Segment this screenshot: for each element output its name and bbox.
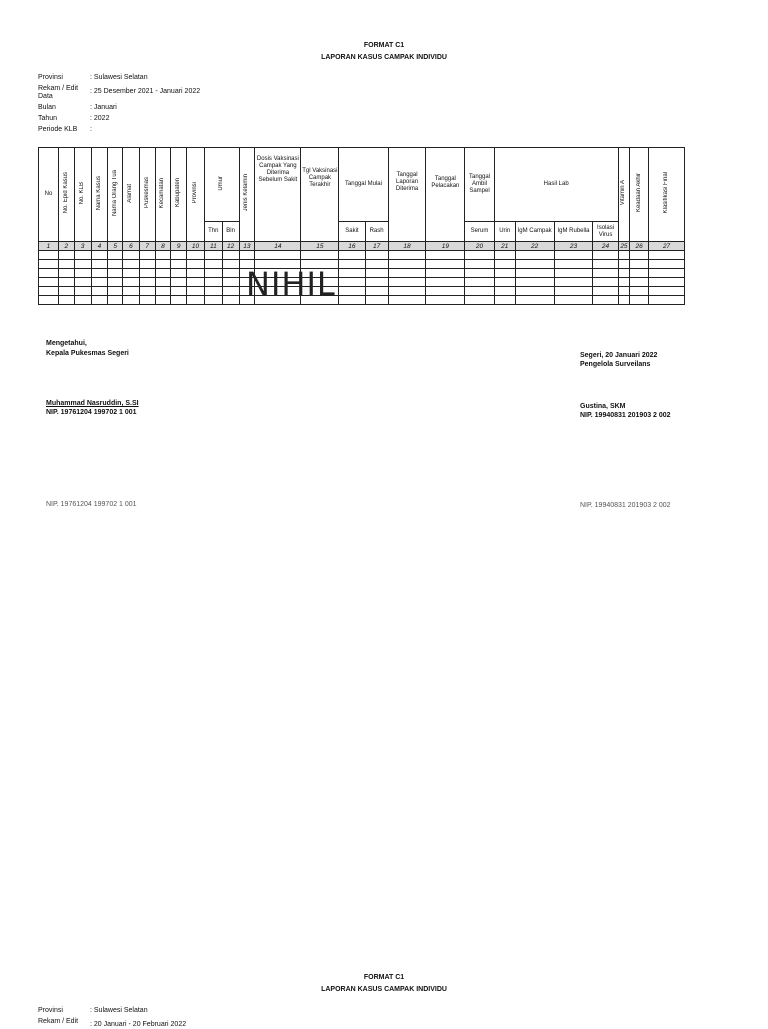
- report-meta: [38, 74, 338, 134]
- table-cell: [58, 269, 74, 278]
- column-number-cell: 22: [515, 242, 554, 251]
- page2-format-label: FORMAT C1: [363, 974, 405, 981]
- table-cell: [123, 251, 140, 260]
- sub-sakit: Sakit: [339, 222, 365, 242]
- table-cell: [222, 269, 239, 278]
- page2-meta-key-rekam: Rekam / Edit: [38, 1018, 79, 1025]
- column-number-cell: 15: [301, 242, 339, 251]
- header-keadaan: [630, 148, 649, 242]
- page2-report-title: LAPORAN KASUS CAMPAK INDIVIDU: [321, 986, 447, 993]
- table-cell: [388, 260, 426, 269]
- header-umur-label: Umur: [218, 175, 225, 191]
- table-cell: [187, 260, 205, 269]
- nihil-stamp: NIHIL: [246, 265, 336, 303]
- ghost-nip-left: [46, 501, 137, 509]
- table-cell: [465, 260, 494, 269]
- column-number-cell: 5: [108, 242, 123, 251]
- column-number-cell: 16: [339, 242, 365, 251]
- header-hasil-lab: [494, 148, 618, 222]
- table-cell: [649, 269, 685, 278]
- sub-bln: Bln: [222, 222, 239, 242]
- sub-rash: Rash: [365, 222, 388, 242]
- sub-igm-rubella: IgM Rubella: [554, 222, 593, 242]
- table-cell: [58, 287, 74, 296]
- table-cell: [58, 260, 74, 269]
- table-cell: [515, 251, 554, 260]
- right-sig-line2: Pengelola Surveilans: [580, 361, 651, 368]
- column-number-cell: 10: [187, 242, 205, 251]
- column-number-cell: 13: [239, 242, 255, 251]
- table-cell: [554, 260, 593, 269]
- ghost-nip-right-text: NIP. 19940831 201903 2 002: [580, 502, 671, 509]
- meta-value-provinsi: : Sulawesi Selatan: [90, 74, 148, 81]
- header-tgl-pelacakan-label: Tanggal Pelacakan: [431, 176, 460, 189]
- table-cell: [58, 251, 74, 260]
- header-puskesmas: [139, 148, 155, 242]
- column-number-cell: 23: [554, 242, 593, 251]
- sub-isolasi: Isolasi Virus: [593, 222, 618, 242]
- column-number-cell: 17: [365, 242, 388, 251]
- table-cell: [593, 287, 618, 296]
- header-alamat: [123, 148, 140, 242]
- meta-key-provinsi: Provinsi: [38, 74, 63, 81]
- table-cell: [465, 287, 494, 296]
- table-cell: [515, 287, 554, 296]
- table-cell: [187, 269, 205, 278]
- data-rows: [39, 251, 685, 305]
- table-cell: [123, 287, 140, 296]
- table-cell: [339, 260, 365, 269]
- table-cell: [593, 269, 618, 278]
- table-cell: [426, 269, 465, 278]
- table-cell: [593, 260, 618, 269]
- table-cell: [155, 251, 171, 260]
- table-cell: [204, 260, 222, 269]
- table-cell: [630, 287, 649, 296]
- header-jk-label: Jenis Kelamin: [243, 174, 250, 212]
- header-provinsi-label: Provinsi: [191, 182, 198, 204]
- table-cell: [515, 296, 554, 305]
- column-number-cell: 27: [649, 242, 685, 251]
- table-cell: [74, 251, 91, 260]
- column-number-cell: 6: [123, 242, 140, 251]
- table-cell: [554, 269, 593, 278]
- table-cell: [108, 278, 123, 287]
- table-cell: [426, 287, 465, 296]
- table-cell: [630, 269, 649, 278]
- table-cell: [222, 287, 239, 296]
- table-cell: [494, 269, 515, 278]
- table-cell: [204, 251, 222, 260]
- table-cell: [465, 296, 494, 305]
- header-klb-label: No. KLB: [79, 181, 86, 205]
- table-cell: [365, 278, 388, 287]
- table-cell: [39, 296, 59, 305]
- meta-value-rekam: : 25 Desember 2021 - Januari 2022: [90, 88, 201, 95]
- header-tgl-ambil-label: Tanggal Ambil Sampel: [469, 174, 491, 194]
- column-number-cell: 25: [618, 242, 630, 251]
- table-cell: [155, 296, 171, 305]
- table-cell: [426, 260, 465, 269]
- meta-key-tahun: Tahun: [38, 115, 58, 122]
- table-cell: [139, 287, 155, 296]
- table-row: [39, 251, 685, 260]
- column-number-cell: 26: [630, 242, 649, 251]
- page2-meta-value-rekam: : 20 Januari - 20 Februari 2022: [90, 1021, 187, 1028]
- table-cell: [222, 260, 239, 269]
- table-cell: [649, 287, 685, 296]
- meta-value-tahun: : 2022: [90, 115, 110, 122]
- header-no: [39, 148, 59, 242]
- header-tgl-mulai-label: Tanggal Mulai: [344, 181, 382, 187]
- table-cell: [204, 287, 222, 296]
- table-cell: [301, 251, 339, 260]
- sub-serum: Serum: [465, 222, 494, 242]
- table-cell: [426, 296, 465, 305]
- column-number-cell: 8: [155, 242, 171, 251]
- header-vitamin-a-label: Vitamin A: [620, 180, 627, 206]
- table-cell: [171, 287, 187, 296]
- header-tgl-mulai: [339, 148, 388, 222]
- table-cell: [554, 278, 593, 287]
- table-cell: [339, 296, 365, 305]
- left-sig-line2: Kepala Pukesmas Segeri: [46, 350, 129, 357]
- table-row: [39, 278, 685, 287]
- report-title: LAPORAN KASUS CAMPAK INDIVIDU: [321, 54, 447, 61]
- table-cell: [465, 269, 494, 278]
- table-cell: [139, 278, 155, 287]
- table-cell: [108, 260, 123, 269]
- sub-igm-campak: IgM Campak: [515, 222, 554, 242]
- header-klb: [74, 148, 91, 242]
- table-cell: [255, 251, 301, 260]
- table-cell: [39, 269, 59, 278]
- meta-key-rekam: Rekam / Edit Data: [38, 85, 79, 100]
- table-cell: [618, 269, 630, 278]
- table-cell: [554, 251, 593, 260]
- table-cell: [91, 269, 108, 278]
- table-cell: [204, 278, 222, 287]
- meta-key-periode: Periode KLB: [38, 126, 78, 133]
- table-cell: [515, 269, 554, 278]
- table-cell: [649, 278, 685, 287]
- table-cell: [239, 251, 255, 260]
- table-cell: [139, 251, 155, 260]
- page2-meta-key-provinsi: Provinsi: [38, 1007, 63, 1014]
- table-cell: [108, 287, 123, 296]
- header-umur: [204, 148, 239, 222]
- header-no-label: No: [44, 191, 53, 197]
- table-cell: [91, 287, 108, 296]
- table-cell: [155, 260, 171, 269]
- table-cell: [171, 251, 187, 260]
- table-cell: [426, 251, 465, 260]
- header-ortu-label: Nama Orang Tua: [111, 169, 118, 217]
- table-cell: [139, 269, 155, 278]
- table-cell: [187, 251, 205, 260]
- table-cell: [91, 278, 108, 287]
- table-cell: [618, 287, 630, 296]
- header-tgl-laporan-label: Tanggal Laporan Diterima: [395, 172, 419, 192]
- page2-meta-value-provinsi: : Sulawesi Selatan: [90, 1007, 148, 1014]
- column-number-row: [39, 242, 685, 251]
- header-tgl-laporan: [388, 148, 426, 242]
- header-puskesmas-label: Puskesmas: [143, 177, 150, 209]
- header-alamat-label: Alamat: [127, 183, 134, 203]
- table-cell: [388, 251, 426, 260]
- column-number-cell: 3: [74, 242, 91, 251]
- table-cell: [123, 269, 140, 278]
- table-row: [39, 296, 685, 305]
- table-cell: [554, 287, 593, 296]
- table-cell: [649, 260, 685, 269]
- ghost-nip-left-text: NIP. 19761204 199702 1 001: [46, 501, 137, 508]
- column-number-cell: 11: [204, 242, 222, 251]
- table-cell: [339, 287, 365, 296]
- meta-value-periode: :: [90, 126, 92, 133]
- table-cell: [494, 251, 515, 260]
- table-cell: [388, 287, 426, 296]
- table-cell: [171, 296, 187, 305]
- header-kecamatan-label: Kecamatan: [159, 177, 166, 209]
- header-keadaan-label: Keadaan Akhir: [635, 173, 642, 213]
- table-cell: [339, 251, 365, 260]
- table-cell: [494, 296, 515, 305]
- table-cell: [593, 296, 618, 305]
- table-cell: [593, 278, 618, 287]
- table-cell: [365, 287, 388, 296]
- column-number-cell: 4: [91, 242, 108, 251]
- column-number-cell: 7: [139, 242, 155, 251]
- table-cell: [204, 296, 222, 305]
- header-epid: [58, 148, 74, 242]
- column-number-cell: 14: [255, 242, 301, 251]
- header-hasil-lab-label: Hasil Lab: [543, 181, 569, 187]
- table-cell: [91, 296, 108, 305]
- column-number-cell: 19: [426, 242, 465, 251]
- table-cell: [123, 260, 140, 269]
- table-row: [39, 287, 685, 296]
- column-number-cell: 18: [388, 242, 426, 251]
- table-cell: [339, 278, 365, 287]
- sub-urin: Urin: [494, 222, 515, 242]
- table-cell: [649, 251, 685, 260]
- table-cell: [426, 278, 465, 287]
- table-cell: [171, 278, 187, 287]
- table-cell: [39, 251, 59, 260]
- table-cell: [74, 296, 91, 305]
- header-row: [39, 148, 685, 222]
- header-klasifikasi-label: Klasifikasi Final: [663, 172, 670, 214]
- column-number-cell: 21: [494, 242, 515, 251]
- table-cell: [618, 278, 630, 287]
- table-cell: [108, 269, 123, 278]
- header-kabupaten: [171, 148, 187, 242]
- table-row: [39, 269, 685, 278]
- left-sig-line1: Mengetahui,: [46, 340, 87, 347]
- header-nama: [91, 148, 108, 242]
- table-cell: [515, 260, 554, 269]
- sub-thn: Thn: [204, 222, 222, 242]
- header-provinsi: [187, 148, 205, 242]
- table-cell: [630, 260, 649, 269]
- header-kecamatan: [155, 148, 171, 242]
- header-vitamin-a: [618, 148, 630, 242]
- table-cell: [74, 278, 91, 287]
- table-cell: [618, 251, 630, 260]
- table-cell: [222, 278, 239, 287]
- header-tgl-ambil: [465, 148, 494, 222]
- header-epid-label: No. Epid Kasus: [62, 172, 69, 214]
- table-cell: [630, 278, 649, 287]
- table-cell: [494, 260, 515, 269]
- table-cell: [108, 296, 123, 305]
- table-cell: [171, 269, 187, 278]
- page2-meta: [38, 1007, 338, 1028]
- table-cell: [388, 278, 426, 287]
- table-cell: [554, 296, 593, 305]
- table-cell: [388, 269, 426, 278]
- table-cell: [187, 278, 205, 287]
- header-klasifikasi: [649, 148, 685, 242]
- header-tgl-vaksinasi-label: Tgl Vaksinasi Campak Terakhir: [302, 168, 338, 188]
- header-tgl-vaksinasi: [301, 148, 339, 242]
- table-cell: [630, 296, 649, 305]
- column-number-cell: 1: [39, 242, 59, 251]
- table-cell: [139, 296, 155, 305]
- table-cell: [515, 278, 554, 287]
- header-jk: [239, 148, 255, 242]
- format-label: FORMAT C1: [363, 42, 405, 49]
- left-sig-name: Muhammad Nasruddin, S.SI: [46, 400, 139, 407]
- table-cell: [155, 278, 171, 287]
- ghost-nip-right: [580, 502, 671, 510]
- table-cell: [58, 278, 74, 287]
- column-number-cell: 9: [171, 242, 187, 251]
- header-tgl-pelacakan: [426, 148, 465, 242]
- table-cell: [388, 296, 426, 305]
- table-cell: [91, 251, 108, 260]
- column-number-cell: 20: [465, 242, 494, 251]
- column-number-cell: 24: [593, 242, 618, 251]
- right-sig-name: Gustina, SKM: [580, 403, 626, 410]
- table-cell: [123, 278, 140, 287]
- table-cell: [618, 296, 630, 305]
- column-number-cell: 2: [58, 242, 74, 251]
- left-sig-nip: NIP. 19761204 199702 1 001: [46, 409, 137, 416]
- table-cell: [155, 287, 171, 296]
- table-cell: [74, 287, 91, 296]
- header-kabupaten-label: Kabupaten: [175, 178, 182, 208]
- table-cell: [222, 296, 239, 305]
- table-cell: [39, 278, 59, 287]
- table-cell: [649, 296, 685, 305]
- header-dosis: [255, 148, 301, 242]
- table-cell: [365, 269, 388, 278]
- table-cell: [630, 251, 649, 260]
- table-cell: [74, 269, 91, 278]
- table-cell: [108, 251, 123, 260]
- header-dosis-label: Dosis Vaksinasi Campak Yang Diterima Sebelum Sakit: [256, 156, 299, 183]
- table-cell: [139, 260, 155, 269]
- table-cell: [339, 269, 365, 278]
- table-cell: [58, 296, 74, 305]
- case-table: [38, 147, 685, 305]
- right-sig-line1: Segeri, 20 Januari 2022: [580, 352, 658, 359]
- column-number-cell: 12: [222, 242, 239, 251]
- header-nama-label: Nama Kasus: [95, 175, 102, 211]
- table-cell: [39, 260, 59, 269]
- header-ortu: [108, 148, 123, 242]
- table-cell: [187, 296, 205, 305]
- table-cell: [91, 260, 108, 269]
- meta-key-bulan: Bulan: [38, 104, 56, 111]
- table-cell: [39, 287, 59, 296]
- table-cell: [593, 251, 618, 260]
- table-cell: [187, 287, 205, 296]
- table-cell: [494, 278, 515, 287]
- table-cell: [123, 296, 140, 305]
- table-cell: [365, 296, 388, 305]
- table-row: [39, 260, 685, 269]
- table-cell: [171, 260, 187, 269]
- table-cell: [365, 260, 388, 269]
- table-cell: [365, 251, 388, 260]
- table-cell: [155, 269, 171, 278]
- table-cell: [465, 278, 494, 287]
- table-cell: [74, 260, 91, 269]
- table-cell: [494, 287, 515, 296]
- table-cell: [465, 251, 494, 260]
- table-cell: [618, 260, 630, 269]
- table-cell: [204, 269, 222, 278]
- meta-value-bulan: : Januari: [90, 104, 117, 111]
- table-cell: [222, 251, 239, 260]
- right-sig-nip: NIP. 19940831 201903 2 002: [580, 412, 671, 419]
